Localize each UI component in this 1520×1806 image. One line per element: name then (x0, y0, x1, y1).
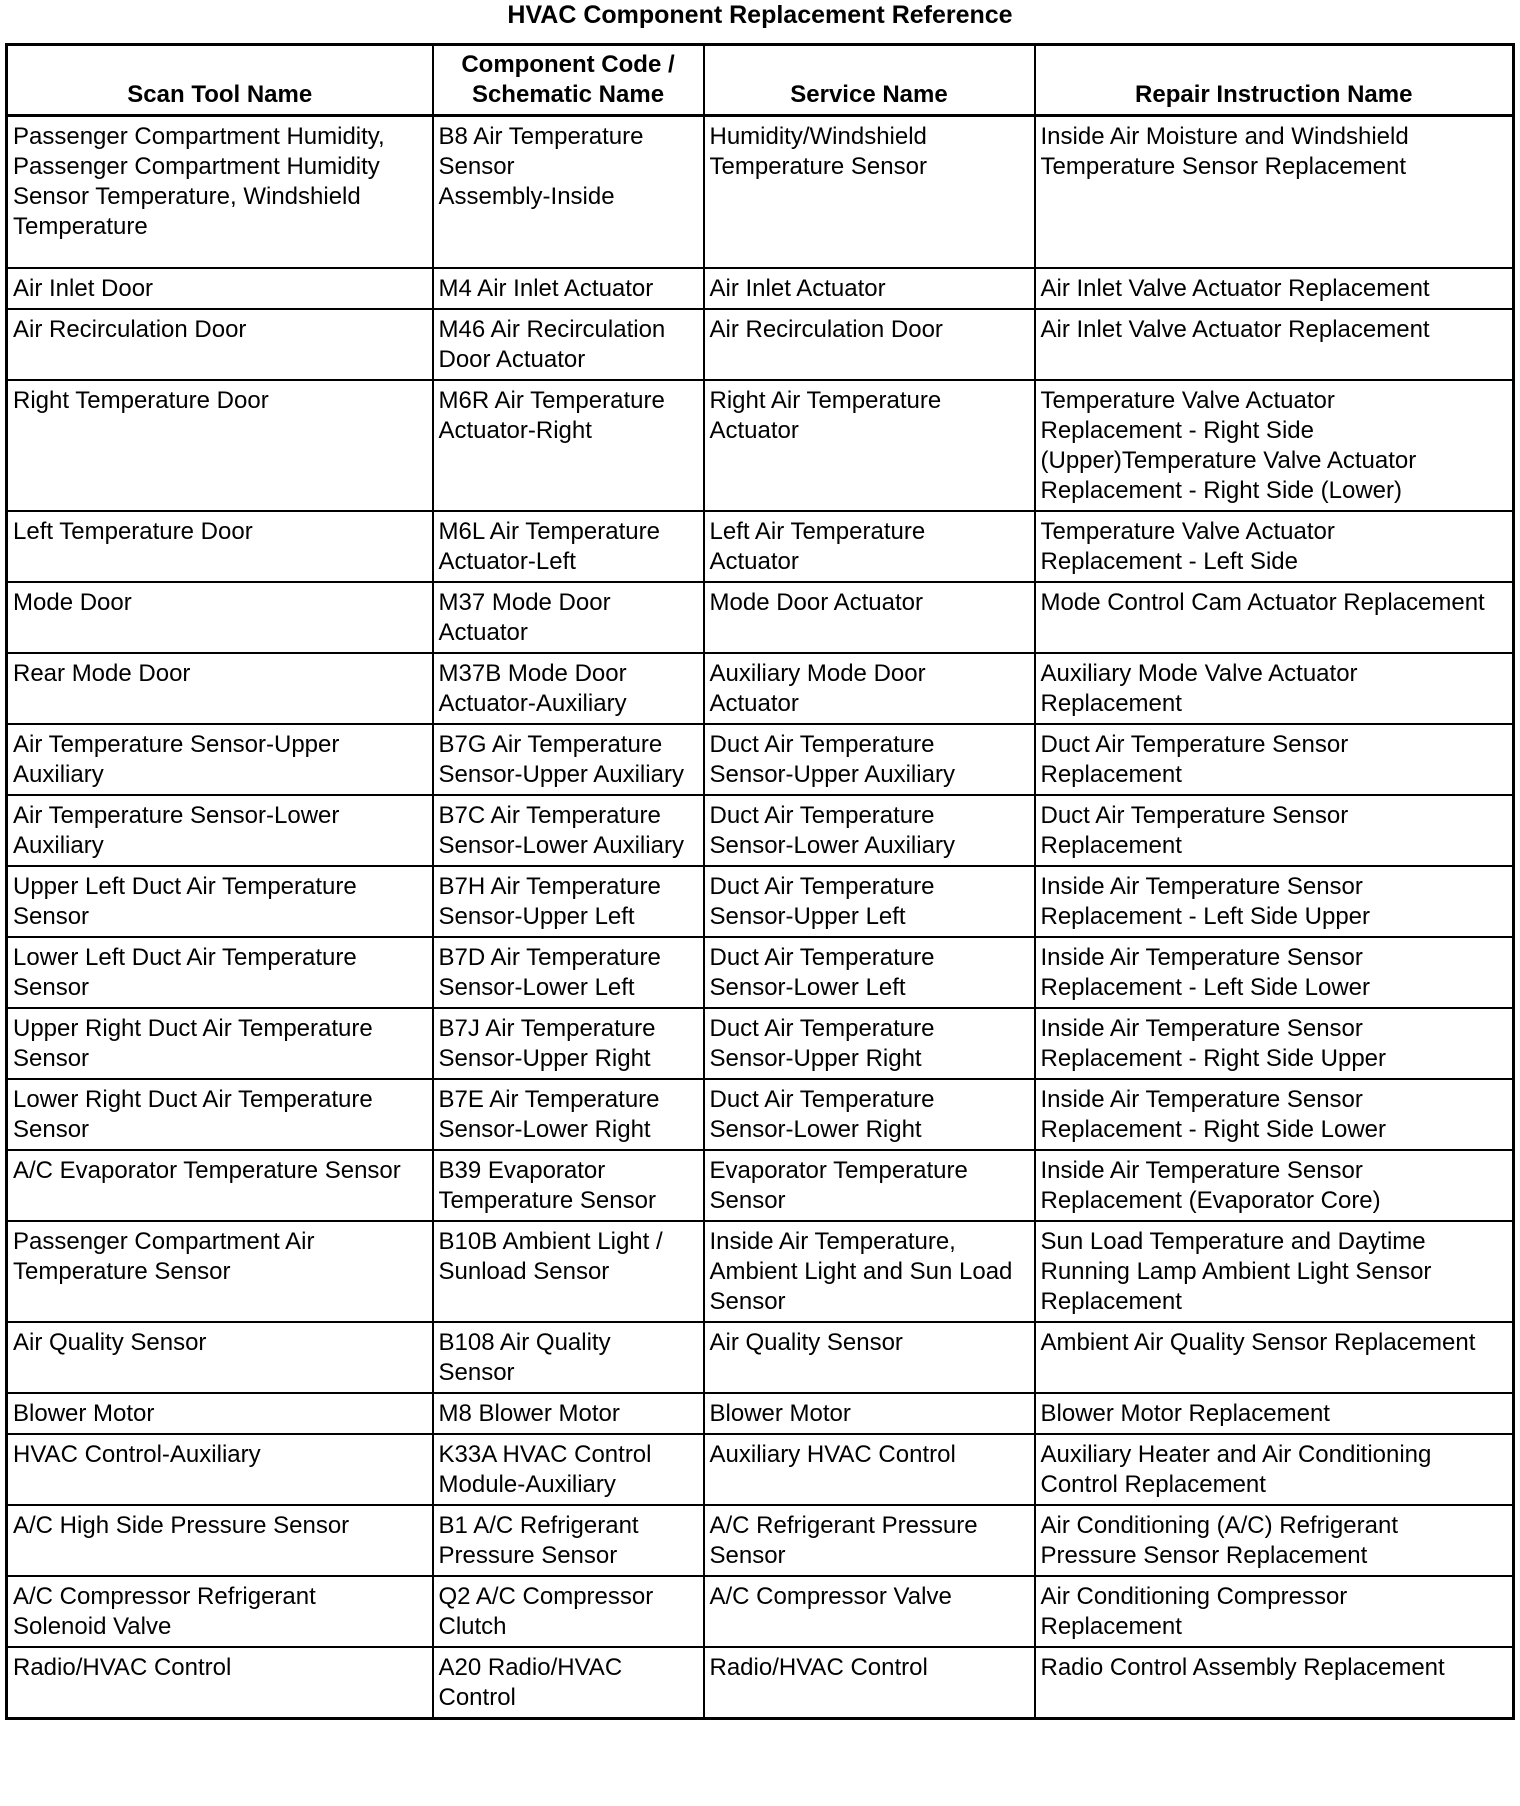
service-name-cell: A/C Refrigerant Pressure Sensor (704, 1505, 1035, 1576)
repair-instruction-cell: Inside Air Temperature Sensor Replacement - Left Side Lower (1035, 937, 1514, 1008)
service-name-cell: Duct Air Temperature Sensor-Upper Auxiliary (704, 724, 1035, 795)
component-code-cell: M8 Blower Motor (433, 1393, 704, 1434)
repair-instruction-cell: Auxiliary Mode Valve Actuator Replacement (1035, 653, 1514, 724)
service-name-cell: Auxiliary HVAC Control (704, 1434, 1035, 1505)
service-name-cell: Mode Door Actuator (704, 582, 1035, 653)
scan-tool-name-cell: HVAC Control-Auxiliary (7, 1434, 433, 1505)
table-row (7, 795, 1514, 866)
repair-instruction-cell: Inside Air Temperature Sensor Replacement - Left Side Upper (1035, 866, 1514, 937)
component-code-cell: B7H Air Temperature Sensor-Upper Left (433, 866, 704, 937)
service-name-cell: Duct Air Temperature Sensor-Lower Auxiliary (704, 795, 1035, 866)
repair-instruction-cell: Mode Control Cam Actuator Replacement (1035, 582, 1514, 653)
table-row (7, 653, 1514, 724)
component-code-cell: K33A HVAC Control Module-Auxiliary (433, 1434, 704, 1505)
component-code-cell: B7E Air Temperature Sensor-Lower Right (433, 1079, 704, 1150)
service-name-cell: Duct Air Temperature Sensor-Lower Right (704, 1079, 1035, 1150)
repair-instruction-cell: Duct Air Temperature Sensor Replacement (1035, 724, 1514, 795)
repair-instruction-cell: Blower Motor Replacement (1035, 1393, 1514, 1434)
service-name-cell: Inside Air Temperature, Ambient Light and Sun Load Sensor (704, 1221, 1035, 1322)
table-row (7, 866, 1514, 937)
service-name-cell: Duct Air Temperature Sensor-Upper Left (704, 866, 1035, 937)
repair-instruction-cell: Duct Air Temperature Sensor Replacement (1035, 795, 1514, 866)
table-body (7, 116, 1514, 1719)
scan-tool-name-cell: Air Temperature Sensor-Lower Auxiliary (7, 795, 433, 866)
repair-instruction-cell: Radio Control Assembly Replacement (1035, 1647, 1514, 1719)
table-row (7, 268, 1514, 309)
scan-tool-name-cell: Lower Left Duct Air Temperature Sensor (7, 937, 433, 1008)
service-name-cell: Air Inlet Actuator (704, 268, 1035, 309)
service-name-cell: Left Air Temperature Actuator (704, 511, 1035, 582)
table-row (7, 1505, 1514, 1576)
table-row (7, 1576, 1514, 1647)
service-name-cell: Radio/HVAC Control (704, 1647, 1035, 1719)
service-name-cell: Evaporator Temperature Sensor (704, 1150, 1035, 1221)
scan-tool-name-cell: Blower Motor (7, 1393, 433, 1434)
component-code-cell: M6R Air Temperature Actuator-Right (433, 380, 704, 511)
component-code-cell: B39 Evaporator Temperature Sensor (433, 1150, 704, 1221)
table-header (7, 45, 1514, 116)
repair-instruction-cell: Auxiliary Heater and Air Conditioning Control Replacement (1035, 1434, 1514, 1505)
table-row (7, 1221, 1514, 1322)
component-code-cell: B7J Air Temperature Sensor-Upper Right (433, 1008, 704, 1079)
scan-tool-name-cell: Right Temperature Door (7, 380, 433, 511)
repair-instruction-cell: Temperature Valve Actuator Replacement - Right Side (Upper)Temperature Valve Actuator Replacement - Right Side (Lower) (1035, 380, 1514, 511)
scan-tool-name-cell: A/C Evaporator Temperature Sensor (7, 1150, 433, 1221)
component-code-cell: B7G Air Temperature Sensor-Upper Auxiliary (433, 724, 704, 795)
column-header-scan-tool-name: Scan Tool Name (7, 45, 433, 116)
table-row (7, 582, 1514, 653)
repair-instruction-cell: Inside Air Temperature Sensor Replacement (Evaporator Core) (1035, 1150, 1514, 1221)
component-code-cell: M6L Air Temperature Actuator-Left (433, 511, 704, 582)
scan-tool-name-cell: Lower Right Duct Air Temperature Sensor (7, 1079, 433, 1150)
table-row (7, 937, 1514, 1008)
table-row (7, 380, 1514, 511)
repair-instruction-cell: Inside Air Moisture and Windshield Temperature Sensor Replacement (1035, 116, 1514, 268)
service-name-cell: Humidity/Windshield Temperature Sensor (704, 116, 1035, 268)
service-name-cell: Blower Motor (704, 1393, 1035, 1434)
scan-tool-name-cell: Upper Right Duct Air Temperature Sensor (7, 1008, 433, 1079)
table-row (7, 1008, 1514, 1079)
column-header-repair-instruction-name: Repair Instruction Name (1035, 45, 1514, 116)
component-code-cell: B1 A/C Refrigerant Pressure Sensor (433, 1505, 704, 1576)
repair-instruction-cell: Inside Air Temperature Sensor Replacement - Right Side Lower (1035, 1079, 1514, 1150)
table-row (7, 116, 1514, 268)
component-code-cell: M46 Air Recirculation Door Actuator (433, 309, 704, 380)
scan-tool-name-cell: Rear Mode Door (7, 653, 433, 724)
scan-tool-name-cell: Radio/HVAC Control (7, 1647, 433, 1719)
component-code-cell: B7C Air Temperature Sensor-Lower Auxiliary (433, 795, 704, 866)
table-row (7, 1393, 1514, 1434)
repair-instruction-cell: Air Inlet Valve Actuator Replacement (1035, 268, 1514, 309)
service-name-cell: Right Air Temperature Actuator (704, 380, 1035, 511)
scan-tool-name-cell: Air Temperature Sensor-Upper Auxiliary (7, 724, 433, 795)
component-code-cell: A20 Radio/HVAC Control (433, 1647, 704, 1719)
table-row (7, 1322, 1514, 1393)
service-name-cell: Auxiliary Mode Door Actuator (704, 653, 1035, 724)
table-row (7, 724, 1514, 795)
component-code-cell: B10B Ambient Light / Sunload Sensor (433, 1221, 704, 1322)
repair-instruction-cell: Air Conditioning (A/C) Refrigerant Pressure Sensor Replacement (1035, 1505, 1514, 1576)
page-title: HVAC Component Replacement Reference (507, 1, 1013, 29)
service-name-cell: Duct Air Temperature Sensor-Upper Right (704, 1008, 1035, 1079)
scan-tool-name-cell: Air Recirculation Door (7, 309, 433, 380)
service-name-cell: Air Quality Sensor (704, 1322, 1035, 1393)
header-row (7, 45, 1514, 116)
column-header-component-code: Component Code / Schematic Name (433, 45, 704, 116)
component-code-cell: M4 Air Inlet Actuator (433, 268, 704, 309)
scan-tool-name-cell: Mode Door (7, 582, 433, 653)
scan-tool-name-cell: Air Inlet Door (7, 268, 433, 309)
table-row (7, 1434, 1514, 1505)
table-row (7, 511, 1514, 582)
component-code-cell: B8 Air Temperature Sensor Assembly-Inside (433, 116, 704, 268)
component-code-cell: Q2 A/C Compressor Clutch (433, 1576, 704, 1647)
scan-tool-name-cell: Passenger Compartment Air Temperature Sensor (7, 1221, 433, 1322)
scan-tool-name-cell: A/C High Side Pressure Sensor (7, 1505, 433, 1576)
scan-tool-name-cell: Passenger Compartment Humidity, Passenger Compartment Humidity Sensor Temperature, Windshield Temperature (7, 116, 433, 268)
scan-tool-name-cell: Upper Left Duct Air Temperature Sensor (7, 866, 433, 937)
component-reference-table (5, 43, 1515, 1720)
table-row (7, 1150, 1514, 1221)
scan-tool-name-cell: Left Temperature Door (7, 511, 433, 582)
repair-instruction-cell: Sun Load Temperature and Daytime Running Lamp Ambient Light Sensor Replacement (1035, 1221, 1514, 1322)
table-row (7, 1079, 1514, 1150)
repair-instruction-cell: Air Conditioning Compressor Replacement (1035, 1576, 1514, 1647)
column-header-service-name: Service Name (704, 45, 1035, 116)
service-name-cell: Duct Air Temperature Sensor-Lower Left (704, 937, 1035, 1008)
table-row (7, 1647, 1514, 1719)
component-code-cell: M37 Mode Door Actuator (433, 582, 704, 653)
component-code-cell: B7D Air Temperature Sensor-Lower Left (433, 937, 704, 1008)
component-code-cell: M37B Mode Door Actuator-Auxiliary (433, 653, 704, 724)
repair-instruction-cell: Ambient Air Quality Sensor Replacement (1035, 1322, 1514, 1393)
table-row (7, 309, 1514, 380)
repair-instruction-cell: Inside Air Temperature Sensor Replacement - Right Side Upper (1035, 1008, 1514, 1079)
scan-tool-name-cell: Air Quality Sensor (7, 1322, 433, 1393)
repair-instruction-cell: Air Inlet Valve Actuator Replacement (1035, 309, 1514, 380)
component-code-cell: B108 Air Quality Sensor (433, 1322, 704, 1393)
scan-tool-name-cell: A/C Compressor Refrigerant Solenoid Valve (7, 1576, 433, 1647)
service-name-cell: Air Recirculation Door (704, 309, 1035, 380)
service-name-cell: A/C Compressor Valve (704, 1576, 1035, 1647)
repair-instruction-cell: Temperature Valve Actuator Replacement - Left Side (1035, 511, 1514, 582)
